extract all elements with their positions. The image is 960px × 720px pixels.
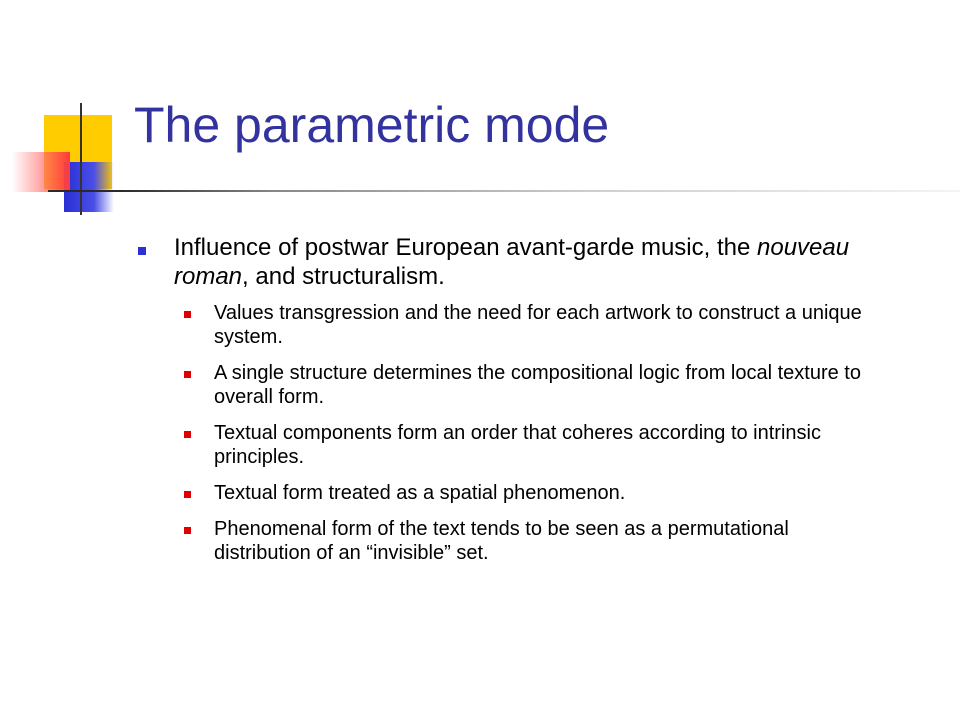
sub-bullet-text: A single structure determines the compositional logic from local texture to overall form. (214, 362, 861, 408)
square-bullet-icon (184, 431, 191, 438)
blue-square-decoration (64, 162, 114, 212)
sub-bullet (134, 301, 874, 349)
main-bullet-text (174, 234, 849, 290)
slide-title: The parametric mode (134, 97, 610, 153)
sub-bullet-text: Textual form treated as a spatial phenomenon. (214, 482, 626, 504)
sub-bullet-text: Phenomenal form of the text tends to be seen as a permutational distribution of an “invisible” set. (214, 518, 789, 564)
red-square-decoration (12, 152, 70, 192)
main-bullet-text-start: Influence of postwar European avant-garde music, the (174, 234, 758, 261)
vertical-rule (80, 103, 82, 215)
sub-bullet-text: Values transgression and the need for each artwork to construct a unique system. (214, 302, 862, 348)
square-bullet-icon (184, 527, 191, 534)
sub-bullet-text: Textual components form an order that coheres according to intrinsic principles. (214, 422, 821, 468)
square-bullet-icon (184, 311, 191, 318)
sub-bullet (134, 517, 874, 565)
sub-bullet (134, 361, 874, 409)
title-underline-rule (48, 190, 960, 192)
square-bullet-icon (138, 247, 146, 255)
sub-bullet (134, 421, 874, 469)
slide-content (134, 233, 874, 577)
sub-bullet-list (134, 301, 874, 565)
sub-bullet (134, 481, 874, 505)
main-bullet (134, 233, 874, 291)
main-bullet-text-italic: nouveau roman (174, 234, 850, 290)
square-bullet-icon (184, 371, 191, 378)
main-bullet-text-end: , and structuralism. (242, 263, 445, 290)
square-bullet-icon (184, 491, 191, 498)
